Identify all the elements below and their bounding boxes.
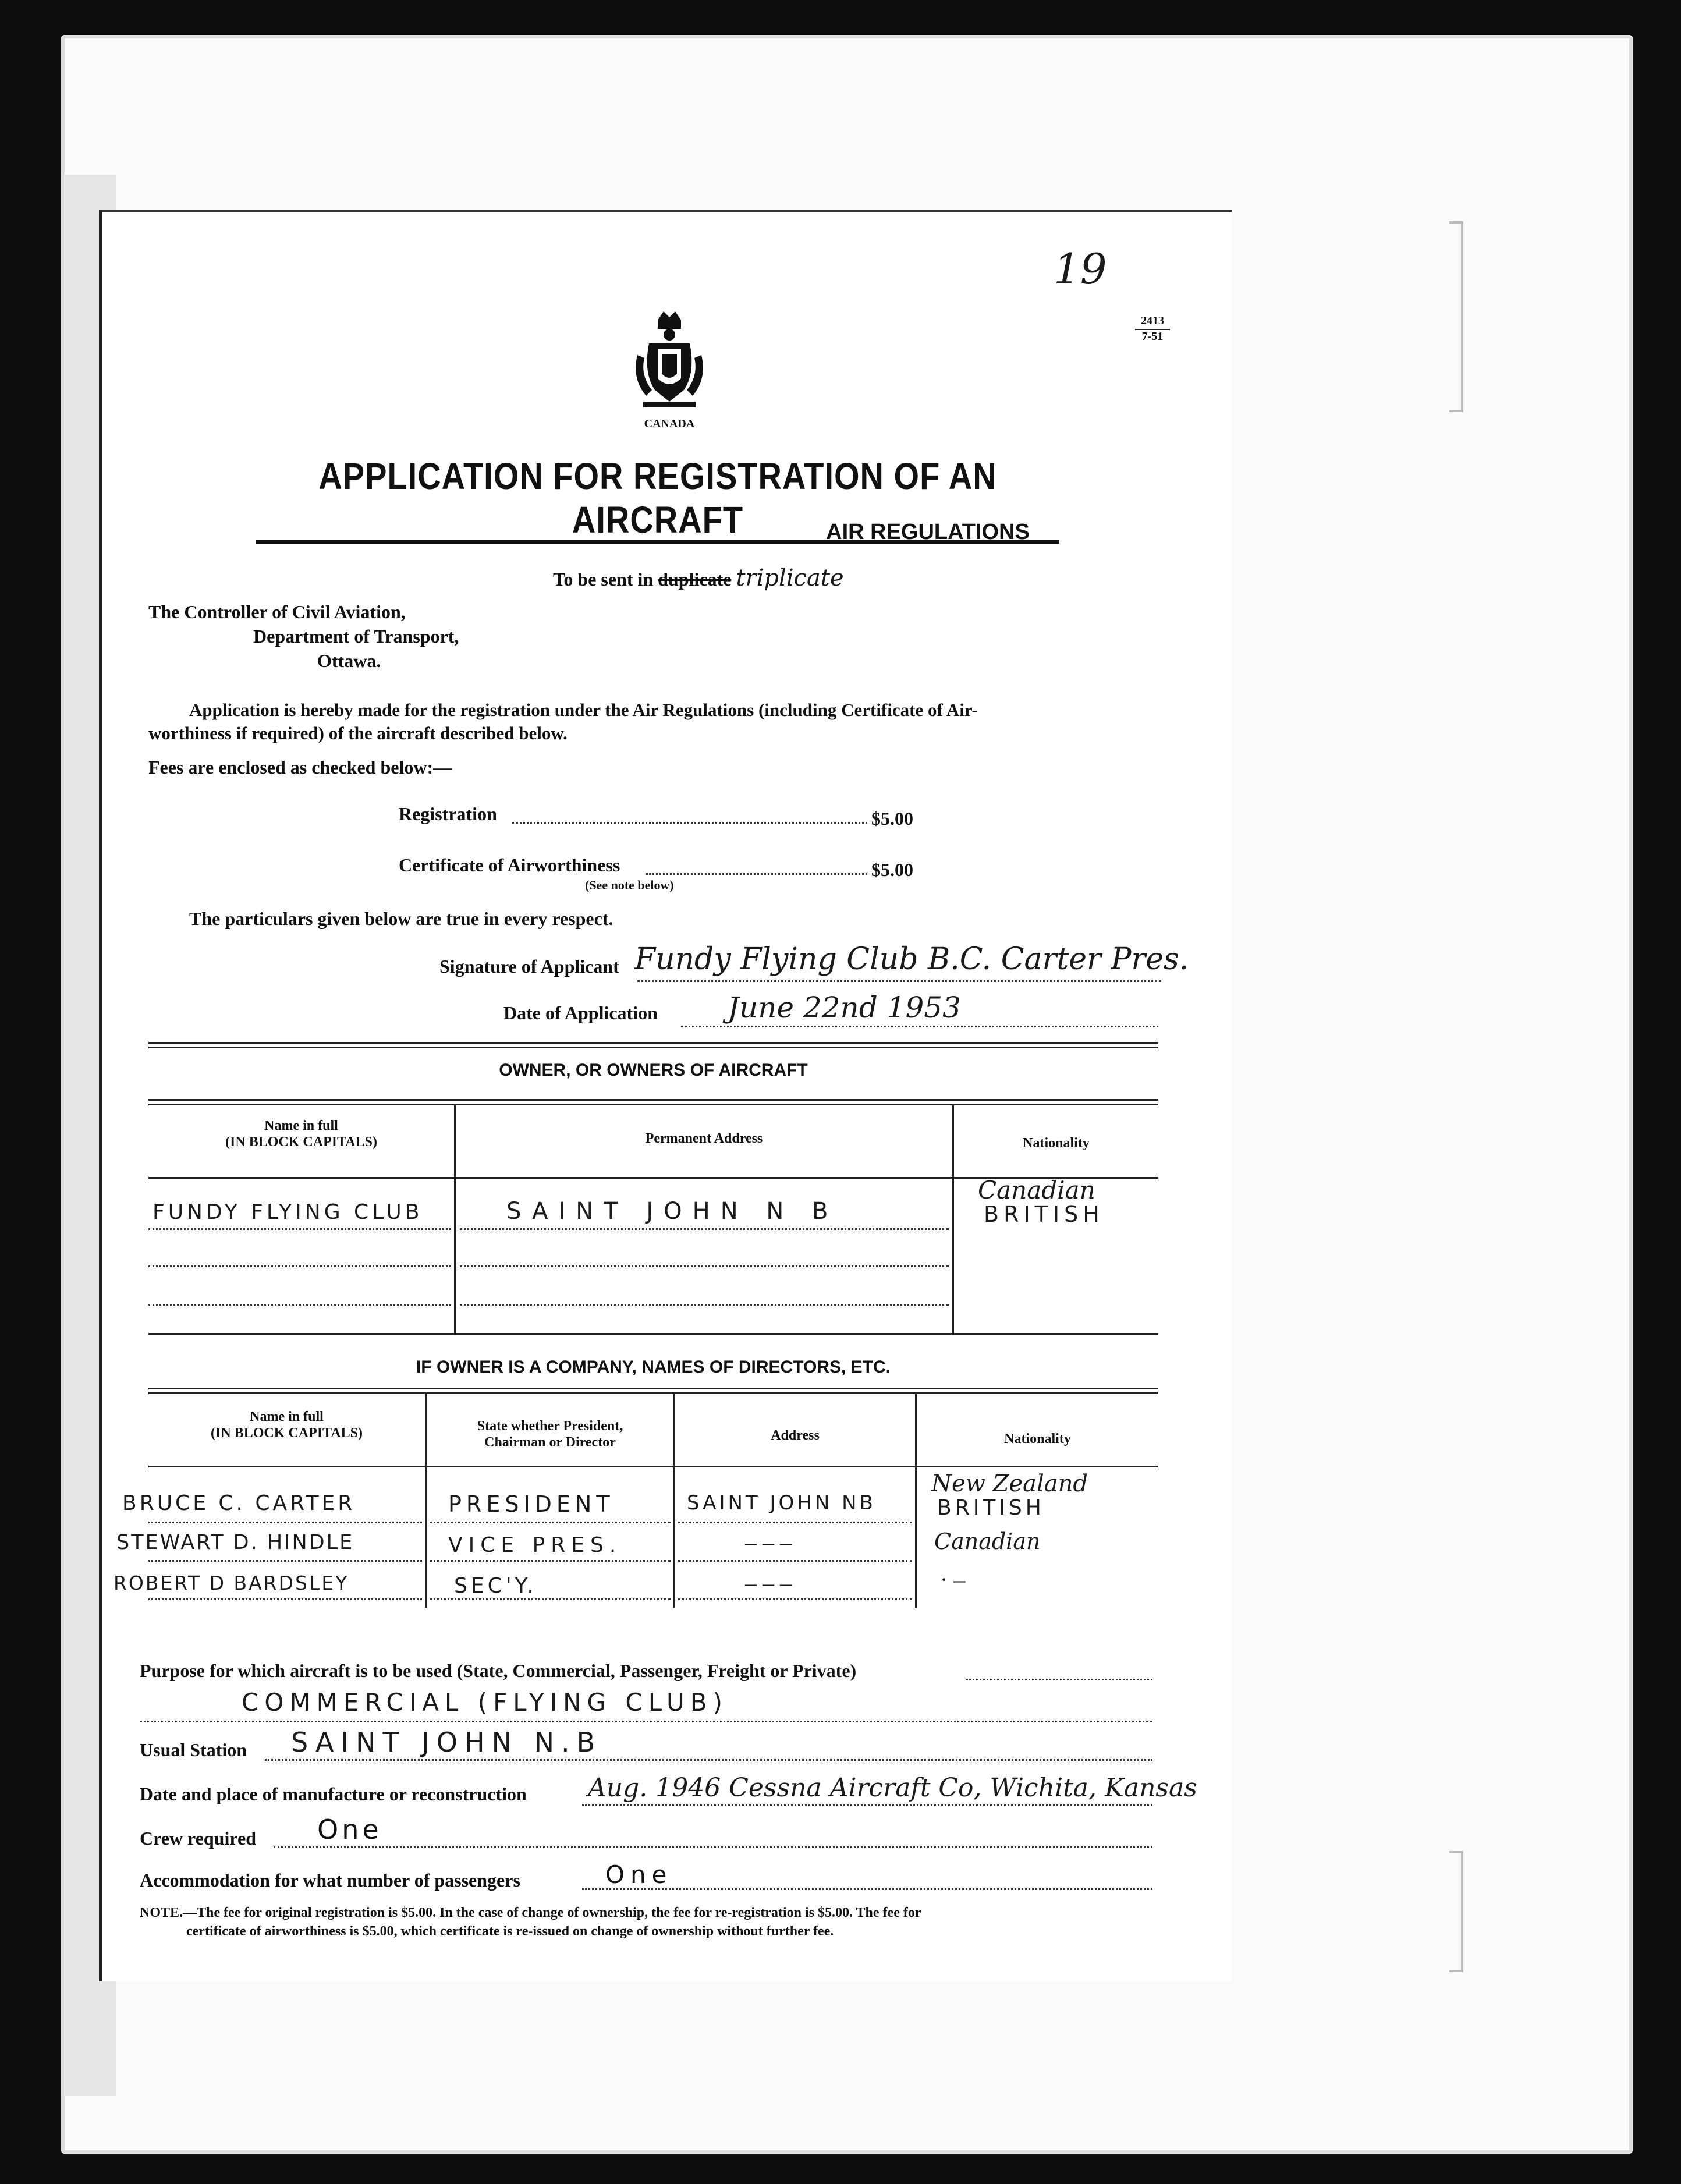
directors-col-name-line-2: (IN BLOCK CAPITALS) [211, 1426, 363, 1441]
fee-note [140, 1903, 1164, 1941]
owner-nationality-1: Canadian [978, 1176, 1095, 1204]
scan-bracket-mark [1449, 1851, 1463, 1972]
send-instruction-handwritten: triplicate [736, 565, 844, 591]
scan-bracket-mark [1449, 221, 1463, 412]
owners-row-rule [460, 1304, 949, 1306]
scan-border-right [1630, 0, 1681, 2184]
manufacture-label: Date and place of manufacture or reconstruction [140, 1784, 527, 1804]
form-code-number: 2413 [1141, 314, 1164, 327]
owners-table-top-rule [148, 1104, 1158, 1105]
scan-border-left [0, 0, 64, 2184]
director-nationality-2: BRITISH [937, 1496, 1045, 1520]
directors-col-name [148, 1409, 425, 1441]
owners-row-rule [460, 1228, 949, 1230]
owners-row-rule [148, 1304, 451, 1306]
directors-row-rule [148, 1560, 422, 1562]
directors-row-rule [678, 1522, 912, 1523]
particulars-text: The particulars given below are true in every respect. [189, 908, 613, 929]
owner-address: SAINT JOHN N B [506, 1198, 839, 1225]
director-nationality-1: · – [940, 1566, 966, 1593]
owners-col-address: Permanent Address [645, 1131, 763, 1146]
usual-station-value: SAINT JOHN N.B [291, 1726, 602, 1758]
airworthiness-dotted-rule [646, 873, 867, 875]
director-name: BRUCE C. CARTER [122, 1491, 356, 1515]
directors-row-rule [148, 1522, 422, 1523]
directors-heading: IF OWNER IS A COMPANY, NAMES OF DIRECTORS, ETC. [416, 1357, 891, 1377]
directors-table-divider [915, 1392, 917, 1608]
signature-label: Signature of Applicant [439, 956, 619, 977]
directors-row-rule [148, 1598, 422, 1600]
crew-rule [274, 1846, 1152, 1848]
owner-nationality-2: BRITISH [984, 1201, 1104, 1227]
registration-label: Registration [399, 803, 497, 824]
send-instruction [553, 565, 844, 591]
owners-col-name-line-1: Name in full [264, 1118, 338, 1133]
owners-col-nationality: Nationality [1023, 1136, 1090, 1151]
application-text-line-1: Application is hereby made for the registration under the Air Regulations (including Certificate of Air- [189, 700, 978, 720]
crew-value: One [317, 1814, 382, 1845]
director-role: VICE PRES. [448, 1533, 622, 1557]
directors-row-rule [678, 1560, 912, 1562]
passengers-rule [582, 1888, 1152, 1890]
owners-row-rule [148, 1265, 451, 1267]
fees-heading: Fees are enclosed as checked below:— [148, 757, 452, 778]
directors-row-rule [678, 1598, 912, 1600]
section-rule [148, 1042, 1158, 1044]
directors-col-role [427, 1418, 673, 1451]
form-subtitle: AIR REGULATIONS [826, 520, 1030, 544]
directors-col-nationality: Nationality [1004, 1431, 1071, 1446]
directors-table-divider [673, 1392, 675, 1608]
owners-row-rule [148, 1228, 451, 1230]
addressee-block [148, 600, 459, 673]
directors-table-top-rule [148, 1388, 1158, 1389]
signature-dotted-rule [637, 980, 1161, 982]
owners-row-rule [460, 1265, 949, 1267]
signature-value: Fundy Flying Club B.C. Carter Pres. [634, 942, 1189, 977]
application-text-block [148, 699, 1155, 745]
form-code-date: 7-51 [1135, 329, 1170, 343]
owner-name: FUNDY FLYING CLUB [153, 1200, 423, 1224]
directors-col-role-line-1: State whether President, [477, 1419, 623, 1434]
owners-table-top-rule [148, 1099, 1158, 1101]
date-of-application-value: June 22nd 1953 [728, 991, 961, 1024]
airworthiness-fee: $5.00 [871, 859, 913, 880]
director-name: ROBERT D BARDSLEY [114, 1572, 349, 1594]
form-title: APPLICATION FOR REGISTRATION OF AN AIRCRAFT [318, 455, 997, 541]
date-dotted-rule [681, 1026, 1158, 1027]
directors-col-role-line-2: Chairman or Director [484, 1435, 616, 1450]
airworthiness-label: Certificate of Airworthiness [399, 855, 620, 875]
directors-table-top-rule [148, 1392, 1158, 1394]
directors-row-rule [430, 1560, 671, 1562]
usual-station-label: Usual Station [140, 1739, 247, 1760]
form-code [1135, 314, 1170, 343]
purpose-value-rule [140, 1721, 1152, 1722]
page-number: 19 [1054, 244, 1107, 293]
director-role: SEC'Y. [454, 1574, 537, 1598]
purpose-dotted-rule [966, 1679, 1152, 1680]
manufacture-rule [582, 1804, 1152, 1806]
director-nationality-1: New Zealand [931, 1470, 1088, 1497]
directors-row-rule [430, 1598, 671, 1600]
purpose-label: Purpose for which aircraft is to be used (State, Commercial, Passenger, Freight or Private) [140, 1660, 857, 1681]
application-text-line-2: worthiness if required) of the aircraft described below. [148, 723, 568, 743]
registration-dotted-rule [512, 822, 867, 824]
fee-note-line-2: certificate of airworthiness is $5.00, which certificate is re-issued on change of ownership without further fee. [186, 1924, 834, 1939]
airworthiness-note: (See note below) [585, 878, 674, 892]
passengers-value: One [605, 1860, 673, 1889]
owners-col-name-line-2: (IN BLOCK CAPITALS) [225, 1134, 377, 1150]
director-name: STEWART D. HINDLE [116, 1531, 354, 1554]
owners-col-name [148, 1118, 454, 1150]
section-rule [148, 1047, 1158, 1048]
fee-note-prefix: NOTE.— [140, 1905, 197, 1920]
owners-table-bottom-rule [148, 1333, 1158, 1335]
canada-crest [611, 309, 728, 431]
addressee-line-3: Ottawa. [317, 650, 381, 671]
director-address: – – – [745, 1529, 792, 1555]
director-role: PRESIDENT [448, 1491, 615, 1517]
send-instruction-struck: duplicate [658, 569, 732, 590]
usual-station-rule [265, 1759, 1152, 1761]
owners-heading: OWNER, OR OWNERS OF AIRCRAFT [499, 1061, 808, 1080]
send-instruction-prefix: To be sent in [553, 569, 654, 590]
directors-col-name-line-1: Name in full [250, 1409, 324, 1424]
coat-of-arms-icon [632, 309, 707, 413]
passengers-label: Accommodation for what number of passengers [140, 1870, 520, 1891]
crest-label: CANADA [644, 417, 695, 430]
directors-row-rule [430, 1522, 671, 1523]
purpose-value: COMMERCIAL (FLYING CLUB) [242, 1688, 728, 1717]
registration-fee: $5.00 [871, 808, 913, 829]
crew-label: Crew required [140, 1828, 256, 1849]
directors-col-address: Address [771, 1428, 820, 1443]
date-of-application-label: Date of Application [503, 1002, 658, 1023]
director-address: – – – [745, 1570, 792, 1596]
directors-header-bottom-rule [148, 1466, 1158, 1467]
addressee-line-2: Department of Transport, [253, 626, 459, 647]
director-nationality-1: Canadian [934, 1529, 1041, 1554]
director-address: SAINT JOHN NB [687, 1491, 876, 1515]
fee-note-line-1: The fee for original registration is $5.00. In the case of change of ownership, the fee for re-registration is $5.00. The fee for [197, 1905, 921, 1920]
addressee-line-1: The Controller of Civil Aviation, [148, 601, 406, 622]
manufacture-value: Aug. 1946 Cessna Aircraft Co, Wichita, Kansas [588, 1773, 1197, 1803]
